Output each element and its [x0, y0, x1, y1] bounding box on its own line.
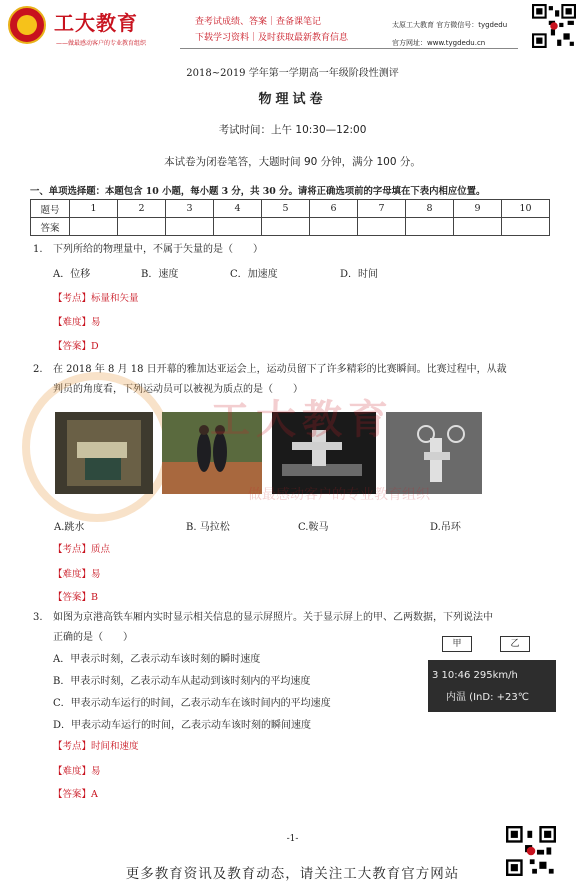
diving-photo: [55, 412, 153, 494]
website-info[interactable]: 官方网址：www.tygdedu.cn: [392, 39, 486, 47]
answer-cell[interactable]: [502, 218, 550, 236]
answer-table: [30, 199, 550, 236]
answer-cell[interactable]: [310, 218, 358, 236]
exam-time: 考试时间：上午 10:30—12:00: [218, 124, 367, 136]
brand-slogan: ——做最感动客户的专业教育组织: [56, 40, 147, 47]
rings-photo: [386, 412, 482, 494]
question-2-option-d: D.吊环: [430, 522, 461, 533]
question-1-point: 【考点】标量和矢量: [53, 293, 139, 304]
table-header-cell: 答案: [31, 218, 70, 236]
question-3-option-a: A．甲表示时刻，乙表示动车该时刻的瞬时速度: [53, 654, 261, 665]
brand-title: 工大教育: [54, 11, 138, 35]
question-3-number: 3.: [33, 612, 43, 623]
question-2-text-line1: 在 2018 年 8 月 18 日开幕的雅加达亚运会上，运动员留下了许多精彩的比赛瞬间。比赛过程中，从裁: [53, 364, 507, 375]
question-1-number: 1.: [33, 244, 43, 255]
screen-label-yi: 乙: [500, 636, 530, 652]
question-3-option-c: C．甲表示动车运行的时间，乙表示动车在该时间内的平均速度: [53, 698, 331, 709]
answer-cell[interactable]: [454, 218, 502, 236]
question-3-text-line2: 正确的是（ ）: [53, 632, 133, 643]
question-1-text: 下列所给的物理量中，不属于矢量的是（ ）: [53, 244, 263, 255]
table-cell: 1: [70, 200, 118, 218]
question-2-option-a: A.跳水: [54, 522, 85, 533]
question-2-option-c: C.鞍马: [298, 522, 329, 533]
table-cell: 8: [406, 200, 454, 218]
table-header-cell: 题号: [31, 200, 70, 218]
question-3-option-d: D．甲表示动车运行的时间，乙表示动车该时刻的瞬间速度: [53, 720, 312, 731]
exam-note: 本试卷为闭卷笔答，大题时间 90 分钟，满分 100 分。: [164, 156, 421, 168]
question-1-difficulty: 【难度】易: [53, 317, 101, 328]
answer-cell[interactable]: [70, 218, 118, 236]
question-3-option-b: B．甲表示时刻，乙表示动车从起动到该时刻内的平均速度: [53, 676, 311, 687]
table-row: [31, 200, 550, 218]
table-row: [31, 218, 550, 236]
question-2-point: 【考点】质点: [53, 544, 111, 555]
watermark-slogan: 做最感动客户的专业教育组织: [248, 487, 430, 503]
screen-label-jia: 甲: [442, 636, 472, 652]
table-cell: 10: [502, 200, 550, 218]
question-3-difficulty: 【难度】易: [53, 766, 101, 777]
question-1-option-a: A．位移: [53, 269, 91, 280]
header-link-2[interactable]: 下载学习资料｜及时获取最新教育信息: [195, 33, 349, 43]
answer-cell[interactable]: [406, 218, 454, 236]
question-3-answer: 【答案】A: [53, 789, 98, 800]
watermark-text: 工大教育: [210, 397, 394, 443]
table-cell: 6: [310, 200, 358, 218]
logo-seal: [8, 6, 46, 44]
train-display-photo: [428, 639, 556, 712]
screen-line-1: 3 10:46 295km/h: [432, 670, 518, 681]
question-2-difficulty: 【难度】易: [53, 569, 101, 580]
question-1-option-b: B．速度: [141, 269, 179, 280]
table-cell: 4: [214, 200, 262, 218]
header-info: [392, 16, 507, 52]
question-2-number: 2.: [33, 364, 43, 375]
exam-subtitle: 2018~2019 学年第一学期高一年级阶段性测评: [186, 68, 399, 79]
question-3-text-line1: 如图为京港高铁车厢内实时显示相关信息的显示屏照片。关于显示屏上的甲、乙两数据，下列说法中: [53, 612, 493, 623]
question-3-point: 【考点】时间和速度: [53, 741, 139, 752]
page-number: -1-: [286, 834, 299, 844]
answer-cell[interactable]: [262, 218, 310, 236]
header-link-1[interactable]: 查考试成绩、答案｜查备课笔记: [195, 17, 322, 27]
question-2-option-b: B. 马拉松: [186, 522, 230, 533]
table-cell: 2: [118, 200, 166, 218]
answer-cell[interactable]: [166, 218, 214, 236]
table-cell: 9: [454, 200, 502, 218]
footer-text: 更多教育资讯及教育动态，请关注工大教育官方网站: [125, 866, 460, 882]
paper-title: 物理试卷: [258, 92, 327, 107]
section-title: 一、单项选择题：本题包含 10 小题，每小题 3 分，共 30 分。请将正确选项前的字母填在下表内相应位置。: [30, 186, 486, 197]
header-divider: [180, 48, 518, 49]
question-2-answer: 【答案】B: [53, 592, 98, 603]
answer-cell[interactable]: [214, 218, 262, 236]
answer-cell[interactable]: [118, 218, 166, 236]
question-1-answer: 【答案】D: [53, 341, 99, 352]
table-cell: 3: [166, 200, 214, 218]
table-cell: 7: [358, 200, 406, 218]
table-cell: 5: [262, 200, 310, 218]
screen-line-2: 内温 (InD: +23℃: [446, 692, 529, 703]
answer-cell[interactable]: [358, 218, 406, 236]
question-2-text-line2: 判员的角度看，下列运动员可以被视为质点的是（ ）: [53, 384, 303, 395]
qr-code-icon: [532, 4, 576, 48]
question-1-option-c: C．加速度: [230, 269, 278, 280]
wechat-info: 太原工大教育 官方微信号：tygdedu: [392, 21, 508, 29]
header-links: [195, 14, 348, 46]
question-1-option-d: D．时间: [340, 269, 379, 280]
